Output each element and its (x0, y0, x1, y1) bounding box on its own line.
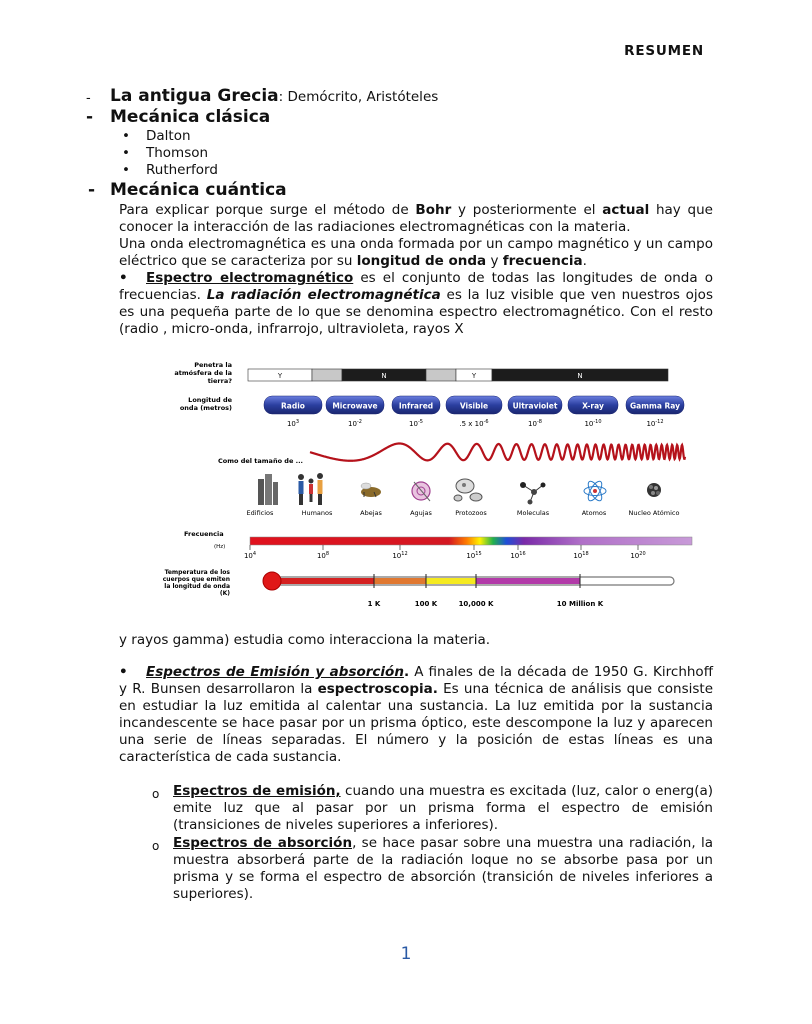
list-item (122, 162, 218, 179)
temperature-label-line: (K) (219, 590, 230, 597)
list-item-text: Rutherford (146, 162, 218, 178)
list-item (122, 145, 218, 162)
spectrum-paragraph-continuation: y rayos gamma) estudia como interacciona la materia. (119, 632, 491, 648)
object-labels (247, 509, 680, 517)
object-label: Moleculas (516, 509, 550, 517)
temperature-value: 100 K (414, 600, 438, 608)
temperature-label (163, 569, 231, 597)
object-label: Abejas (360, 509, 382, 517)
classical-title: Mecánica clásica (110, 107, 271, 127)
penetra-segment (312, 369, 342, 381)
size-label: Como del tamaño de ... (218, 457, 304, 465)
thermometer (263, 572, 674, 590)
band-label: Visible (459, 401, 489, 411)
temperature-value: 10,000 K (458, 600, 494, 608)
temperature-label-line: Temperatura de los (164, 569, 230, 576)
wavelength-label-line: Longitud de (188, 396, 232, 404)
dash-marker: - (86, 91, 91, 106)
emission-subitem: Espectros de emisión, cuando una muestra es excitada (luz, calor o energ(a) emite luz que al pasar por un prisma forma el espectro de emisión (transiciones de niveles superiores a inferiores). (173, 783, 713, 833)
frequency-value: $10^{18}$ (573, 551, 589, 560)
penetra-segment-label: Y (277, 372, 283, 380)
wavelength-value: $10^{-10}$ (584, 419, 602, 428)
wavelength-value: $10^{-8}$ (528, 419, 542, 428)
nucleus-icon (647, 483, 661, 497)
penetra-label-line: atmósfera de la (174, 369, 232, 377)
frequency-label-line: Frecuencia (184, 530, 224, 538)
penetra-segment-label: N (577, 372, 583, 380)
frequency-value: $10^{16}$ (510, 551, 526, 560)
wavelength-value: $10^{-2}$ (348, 419, 362, 428)
penetra-segment (426, 369, 456, 381)
classical-list (122, 128, 218, 179)
wavelength-values (287, 419, 664, 428)
bullet: • (122, 145, 130, 161)
greece-line (110, 86, 438, 106)
frequency-label-line: (Hz) (214, 544, 226, 550)
object-label: Humanos (301, 509, 333, 517)
molecule-icon (520, 482, 546, 505)
frequency-label (184, 530, 225, 550)
spectrum-paragraph: • Espectro electromagnético es el conjunto de todas las longitudes de onda o frecuencias. La radiación electromagnética es la luz visible que ven nuestros ojos es una pequeña parte de lo que se denomina espectro electromagnético. Con el resto (radio , micro-onda, infrarrojo, ultravioleta, rayos X (119, 270, 713, 337)
dash-marker: - (86, 107, 94, 127)
frequency-values (244, 545, 646, 560)
list-item-text: Thomson (146, 145, 209, 161)
wavelength-value: $10^{-12}$ (646, 419, 664, 428)
band-labels (264, 396, 684, 414)
wavelength-value: .5 x $10^{-6}$ (459, 419, 489, 428)
subitem-marker: o (152, 839, 160, 853)
band-label: Gamma Ray (629, 401, 681, 411)
object-icons (258, 473, 661, 505)
dash-marker: - (88, 180, 96, 200)
temperature-label-line: cuerpos que emiten (162, 576, 230, 583)
temperature-value: 10 Million K (556, 600, 604, 608)
frequency-value: $10^4$ (243, 551, 257, 560)
penetra-label-line: tierra? (207, 377, 232, 385)
quantum-title: Mecánica cuántica (110, 180, 287, 200)
band-label: Microwave (332, 401, 378, 411)
object-label: Agujas (410, 509, 432, 517)
bullet: • (122, 162, 130, 178)
band-label: Radio (281, 401, 305, 411)
bullet: • (122, 128, 130, 144)
protozoa-icon (454, 479, 482, 501)
bee-icon (361, 483, 381, 497)
emission-paragraph: • Espectros de Emisión y absorción. A finales de la década de 1950 G. Kirchhoff y R. Bunsen desarrollaron la espectroscopia. Es una técnica de análisis que consiste en estudiar la luz emitida al calentar una sustancia. La luz emitida por la sustancia incandescente se hace pasar por un prisma óptico, este descompone la luz y aparecen una serie de líneas separadas. El número y la posición de estas líneas es una característica de cada sustancia. (119, 664, 713, 765)
band-label: Ultraviolet (512, 401, 558, 411)
em-spectrum-figure (162, 352, 700, 614)
object-label: Atomos (581, 509, 607, 517)
quantum-paragraph-1: Para explicar porque surge el método de Bohr y posteriormente el actual hay que conocer la interacción de las radiaciones electromagnéticas con la materia. (119, 202, 713, 235)
wavelength-value: $10^3$ (286, 419, 300, 428)
absorption-subitem: Espectros de absorción, se hace pasar sobre una muestra una radiación, la muestra absorberá parte de la radiación loque no se absorbe pasa por un prisma y se forma el espectro de absorción (transición de niveles inferiores a superiores). (173, 835, 713, 902)
list-item-text: Dalton (146, 128, 191, 144)
wave-curve (310, 443, 685, 460)
frequency-value: $10^{20}$ (630, 551, 646, 560)
subitem-marker: o (152, 787, 160, 801)
penetra-label-line: Penetra la (194, 361, 232, 369)
list-item (122, 128, 218, 145)
wavelength-label (180, 396, 233, 412)
penetra-segment-label: N (381, 372, 387, 380)
frequency-value: $10^{15}$ (466, 551, 482, 560)
wavelength-value: $10^{-5}$ (409, 419, 423, 428)
temperature-label-line: la longitud de onda (164, 583, 230, 590)
bullet: • (119, 270, 128, 286)
penetra-label (174, 361, 232, 385)
humans-icon (298, 473, 323, 505)
buildings-icon (258, 474, 278, 505)
penetra-bar (248, 369, 668, 381)
band-label: X-ray (582, 401, 604, 411)
page-number: 1 (400, 944, 412, 964)
page-header: RESUMEN (624, 43, 704, 59)
frequency-value: $10^{12}$ (392, 551, 408, 560)
object-label: Nucleo Atómico (628, 509, 680, 517)
frequency-bar (250, 537, 692, 545)
needle-icon (412, 482, 430, 501)
penetra-segment-label: Y (471, 372, 477, 380)
wavelength-label-line: onda (metros) (179, 404, 232, 412)
greece-names: : Demócrito, Aristóteles (278, 89, 439, 105)
greece-title: La antigua Grecia (110, 86, 279, 106)
object-label: Edificios (246, 509, 274, 517)
temperature-value: 1 K (367, 600, 381, 608)
atom-icon (584, 479, 606, 503)
band-label: Infrared (398, 401, 434, 411)
object-label: Protozoos (455, 509, 487, 517)
frequency-value: $10^8$ (316, 551, 330, 560)
bullet: • (119, 664, 128, 680)
quantum-paragraph-2: Una onda electromagnética es una onda formada por un campo magnético y un campo eléctrico que se caracteriza por su longitud de onda y frecuencia. (119, 236, 713, 269)
